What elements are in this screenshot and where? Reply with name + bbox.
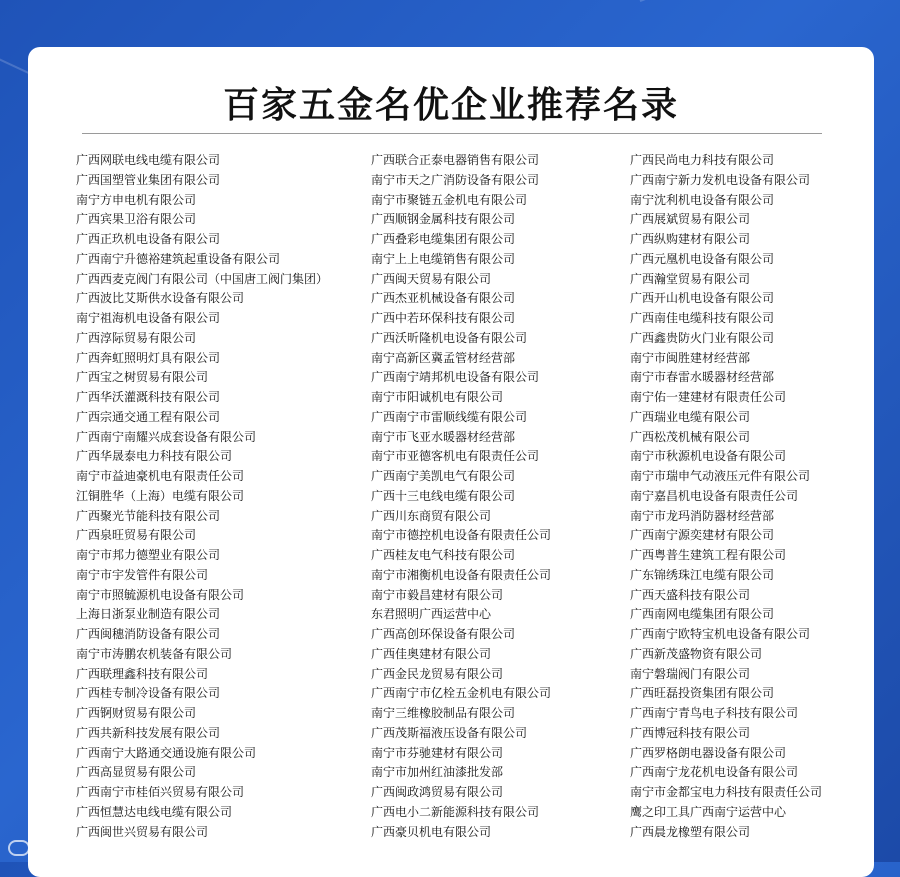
- company-list-item: 广西南宁市桂佰兴贸易有限公司: [76, 785, 245, 799]
- company-list-item: 广西南宁欧特宝机电设备有限公司: [630, 627, 811, 641]
- company-list-item: 广西宗通交通工程有限公司: [76, 409, 221, 424]
- company-list-item: 广西恒慧达电线电缆有限公司: [76, 804, 233, 819]
- company-list-item: 南宁市瑞申气动液压元件有限公司: [630, 469, 811, 483]
- title-divider: [82, 133, 822, 134]
- company-list-item: 广西电小二新能源科技有限公司: [371, 804, 540, 819]
- company-list-item: 南宁高新区冀孟管材经营部: [371, 350, 516, 365]
- company-list-item: 广西闽天贸易有限公司: [371, 271, 492, 286]
- company-list-item: 广西正玖机电设备有限公司: [76, 232, 221, 246]
- company-list-item: 广西新茂盛物资有限公司: [630, 646, 763, 661]
- company-list-item: 广西桂专制冷设备有限公司: [76, 686, 221, 701]
- company-list-item: 广西中若环保科技有限公司: [371, 311, 516, 325]
- company-list-item: 广西南宁市亿栓五金机电有限公司: [371, 686, 552, 701]
- company-list-item: 广西宾果卫浴有限公司: [76, 212, 197, 227]
- page-title: 百家五金名优企业推荐名录: [222, 85, 679, 126]
- company-list-item: 广西南宁升德裕建筑起重设备有限公司: [76, 251, 281, 266]
- company-list-item: 南宁市天之广消防设备有限公司: [371, 172, 540, 187]
- company-list-item: 南宁市金都宝电力科技有限责任公司: [630, 785, 823, 799]
- company-list-item: 广西南宁源奕建材有限公司: [630, 528, 775, 543]
- company-column-1: [76, 151, 328, 842]
- company-list-item: 南宁市秋源机电设备有限公司: [630, 449, 787, 464]
- company-list-item: 广西顺钢金属科技有限公司: [371, 212, 516, 227]
- company-list-item: 南宁佑一建建材有限责任公司: [630, 390, 787, 404]
- company-list-item: 南宁市聚链五金机电有限公司: [371, 192, 528, 207]
- company-list-item: 广西国塑管业集团有限公司: [76, 172, 221, 187]
- company-list-item: 广西闽政鸿贸易有限公司: [371, 785, 504, 799]
- company-list-item: 广西南宁新力发机电设备有限公司: [630, 172, 811, 187]
- company-list-item: 广西高显贸易有限公司: [76, 765, 197, 780]
- company-list-item: 南宁市闽胜建材经营部: [630, 350, 751, 365]
- company-list-item: 广西南宁青鸟电子科技有限公司: [630, 706, 799, 720]
- company-list-item: 南宁市亚德客机电有限责任公司: [371, 449, 540, 464]
- company-list-item: 广西奔虹照明灯具有限公司: [76, 350, 221, 365]
- company-list-item: 广西松茂机械有限公司: [630, 429, 751, 444]
- directory-card: [28, 47, 874, 877]
- company-column-2: [371, 151, 551, 842]
- company-list-item: 南宁市龙玛消防器材经营部: [630, 508, 775, 523]
- company-list-item: 广西南网电缆集团有限公司: [630, 607, 775, 622]
- company-list-item: 南宁市加州红油漆批发部: [371, 765, 504, 780]
- company-list-item: 广西南宁大路通交通设施有限公司: [76, 745, 257, 760]
- company-list-item: 广西叠彩电缆集团有限公司: [371, 232, 516, 246]
- company-list-item: 广西罗格朗电器设备有限公司: [630, 745, 787, 760]
- company-list-item: 广西南宁靖邦机电设备有限公司: [371, 370, 540, 385]
- background-stripe: [640, 0, 900, 2]
- company-list-item: 南宁市德控机电设备有限责任公司: [371, 528, 552, 543]
- watermark-text: 大致跨境: [34, 841, 90, 857]
- company-list-item: 广西瀚堂贸易有限公司: [630, 271, 751, 286]
- company-list-item: 广西宝之树贸易有限公司: [76, 370, 209, 385]
- brand-logo-icon: [8, 840, 30, 856]
- company-list-item: 广西豪贝机电有限公司: [371, 824, 492, 839]
- company-list-item: 广西闽穗消防设备有限公司: [76, 627, 221, 641]
- company-list-item: 广西联理鑫科技有限公司: [76, 666, 209, 681]
- company-list-item: 南宁市飞亚水暖器材经营部: [371, 429, 516, 444]
- company-list-item: 广西淳际贸易有限公司: [76, 330, 197, 345]
- company-list-item: 南宁市阳诚机电有限公司: [371, 390, 504, 404]
- company-list-item: 广西元凰机电设备有限公司: [630, 251, 775, 266]
- company-list-item: 南宁市照毓源机电设备有限公司: [76, 587, 245, 602]
- company-list-item: 广西民尚电力科技有限公司: [630, 153, 775, 167]
- company-list-item: 江铜胜华（上海）电缆有限公司: [76, 488, 245, 503]
- company-list-item: 东君照明广西运营中心: [371, 607, 492, 622]
- company-list-item: 广西晨龙橡塑有限公司: [630, 824, 751, 839]
- company-list-item: 广东锦绣珠江电缆有限公司: [630, 567, 775, 582]
- company-list-item: 广西纵购建材有限公司: [630, 232, 751, 246]
- company-list-item: 南宁方申电机有限公司: [76, 192, 197, 207]
- company-list-item: 广西闽世兴贸易有限公司: [76, 824, 209, 839]
- company-list-item: 鹰之印工具广西南宁运营中心: [630, 804, 787, 819]
- company-list-item: 广西泉旺贸易有限公司: [76, 528, 197, 543]
- company-list-item: 广西联合正泰电器销售有限公司: [371, 153, 540, 167]
- company-list-item: 广西鑫贵防火门业有限公司: [630, 330, 775, 345]
- company-list-item: 广西南宁龙花机电设备有限公司: [630, 765, 799, 780]
- company-list-item: 广西华晟泰电力科技有限公司: [76, 449, 233, 464]
- company-list-item: 南宁市湘衡机电设备有限责任公司: [371, 567, 552, 582]
- company-column-3: [630, 151, 822, 842]
- company-list-item: 广西南宁市雷顺线缆有限公司: [371, 409, 528, 424]
- company-list-item: 广西开山机电设备有限公司: [630, 291, 775, 306]
- company-list-item: 广西波比艾斯供水设备有限公司: [76, 291, 245, 306]
- company-list-item: 南宁市宇发管件有限公司: [76, 567, 209, 582]
- company-list-item: 广西南宁美凯电气有限公司: [371, 469, 516, 483]
- company-list-item: 南宁市邦力德塑业有限公司: [76, 548, 221, 562]
- company-list-item: 广西瑞业电缆有限公司: [630, 409, 751, 424]
- company-list-item: 广西粤普生建筑工程有限公司: [630, 548, 787, 562]
- company-list-item: 广西博冠科技有限公司: [630, 725, 751, 740]
- company-list-item: 广西聚光节能科技有限公司: [76, 508, 221, 523]
- company-list-item: 广西旺磊投资集团有限公司: [630, 686, 775, 701]
- company-list-item: 南宁上上电缆销售有限公司: [371, 251, 516, 266]
- company-list-item: 广西十三电线电缆有限公司: [371, 488, 516, 503]
- company-list-item: 广西高创环保设备有限公司: [371, 627, 516, 641]
- company-list-item: 南宁嘉昌机电设备有限责任公司: [630, 488, 799, 503]
- company-list-item: 南宁祖海机电设备有限公司: [76, 311, 221, 325]
- company-list-item: 广西杰亚机械设备有限公司: [371, 291, 516, 306]
- company-list-item: 南宁三维橡胶制品有限公司: [371, 706, 516, 720]
- company-list-item: 广西佳奥建材有限公司: [371, 646, 492, 661]
- company-list-item: 南宁磐瑞阀门有限公司: [630, 666, 751, 681]
- company-list-item: 广西沃昕隆机电设备有限公司: [371, 330, 528, 345]
- company-list-item: 广西锕财贸易有限公司: [76, 706, 197, 720]
- company-list-item: 广西金民龙贸易有限公司: [371, 666, 504, 681]
- company-list-item: 南宁市毅昌建材有限公司: [371, 587, 504, 602]
- company-list-item: 广西桂友电气科技有限公司: [371, 548, 516, 562]
- company-list-item: 广西网联电线电缆有限公司: [76, 153, 221, 167]
- company-list-item: 广西展斌贸易有限公司: [630, 212, 751, 227]
- watermark: [8, 838, 90, 858]
- company-list-item: 南宁市益迪豪机电有限责任公司: [76, 469, 245, 483]
- company-list-item: 南宁沈利机电设备有限公司: [630, 192, 775, 207]
- company-list-item: 广西茂斯福液压设备有限公司: [371, 725, 528, 740]
- company-list-item: 南宁市芬驰建材有限公司: [371, 745, 504, 760]
- company-list-item: 南宁市涛鹏农机装备有限公司: [76, 646, 233, 661]
- company-list-item: 上海日浙泵业制造有限公司: [76, 607, 221, 622]
- company-list-item: 广西南佳电缆科技有限公司: [630, 311, 775, 325]
- company-list-item: 广西南宁南耀兴成套设备有限公司: [76, 429, 257, 444]
- company-list-item: 广西西麦克阀门有限公司（中国唐工阀门集团）: [76, 271, 329, 286]
- company-list-item: 广西川东商贸有限公司: [371, 508, 492, 523]
- company-list-item: 广西天盛科技有限公司: [630, 587, 751, 602]
- company-list-item: 广西华沃灌溉科技有限公司: [76, 390, 221, 404]
- company-list-item: 南宁市春雷水暖器材经营部: [630, 370, 775, 385]
- company-list-item: 广西共新科技发展有限公司: [76, 725, 221, 740]
